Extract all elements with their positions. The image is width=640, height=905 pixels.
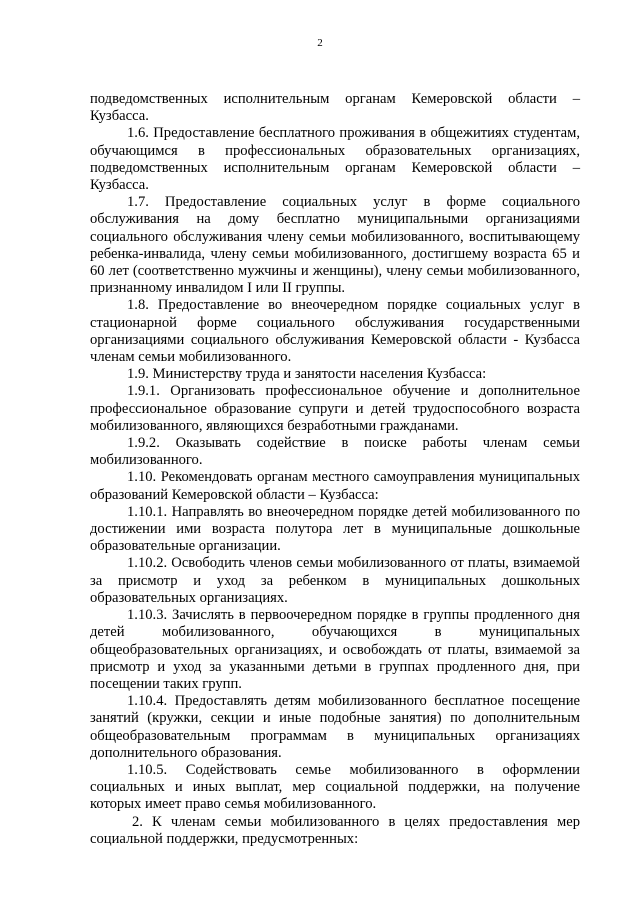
paragraph-1-8: 1.8. Предоставление во внеочередном порядке социальных услуг в стационарной форме социального обслуживания государственными организациями социального обслуживания Кемеровской области - Кузбасса членам семьи мобилизованного. bbox=[90, 297, 580, 366]
paragraph-continuation: подведомственных исполнительным органам Кемеровской области – Кузбасса. bbox=[90, 91, 580, 125]
document-body bbox=[90, 91, 580, 848]
paragraph-1-10-3: 1.10.3. Зачислять в первоочередном порядке в группы продленного дня детей мобилизованного, обучающихся в муниципальных общеобразовательных организациях, и освобождать от платы, взимаемой за присмотр и уход за указанными детьми в группах продленного дня, при посещении таких групп. bbox=[90, 607, 580, 692]
paragraph-1-6: 1.6. Предоставление бесплатного проживания в общежитиях студентам, обучающимся в профессиональных образовательных организациях, подведомственных исполнительным органам Кемеровской области – Кузбасса. bbox=[90, 125, 580, 194]
paragraph-1-9-1: 1.9.1. Организовать профессиональное обучение и дополнительное профессиональное образование супруги и детей трудоспособного возраста мобилизованного, являющихся безработными гражданами. bbox=[90, 383, 580, 434]
paragraph-2: 2. К членам семьи мобилизованного в целях предоставления мер социальной поддержки, предусмотренных: bbox=[90, 813, 580, 847]
paragraph-1-10-2: 1.10.2. Освободить членов семьи мобилизованного от платы, взимаемой за присмотр и уход за ребенком в муниципальных дошкольных образовательных организациях. bbox=[90, 555, 580, 606]
paragraph-1-10-4: 1.10.4. Предоставлять детям мобилизованного бесплатное посещение занятий (кружки, секции и иные подобные занятия) по дополнительным общеобразовательным программам в муниципальных организациях дополнительного образования. bbox=[90, 693, 580, 761]
paragraph-1-10: 1.10. Рекомендовать органам местного самоуправления муниципальных образований Кемеровской области – Кузбасса: bbox=[90, 469, 580, 503]
page-number: 2 bbox=[317, 37, 323, 49]
paragraph-1-10-1: 1.10.1. Направлять во внеочередном порядке детей мобилизованного по достижении ими возраста полутора лет в муниципальные дошкольные образовательные организации. bbox=[90, 503, 580, 555]
paragraph-1-10-5: 1.10.5. Содействовать семье мобилизованного в оформлении социальных и иных выплат, мер социальной поддержки, на получение которых имеет право семья мобилизованного. bbox=[90, 761, 580, 813]
paragraph-1-7: 1.7. Предоставление социальных услуг в форме социального обслуживания на дому бесплатно муниципальными организациями социального обслуживания члену семьи мобилизованного, воспитывающему ребенка-инвалида, члену семьи мобилизованного, достигшему возраста 65 и 60 лет (соответственно мужчины и женщины), члену семьи мобилизованного, признанному инвалидом I или II группы. bbox=[90, 194, 580, 297]
paragraph-1-9-2: 1.9.2. Оказывать содействие в поиске работы членам семьи мобилизованного. bbox=[90, 435, 580, 469]
paragraph-1-9: 1.9. Министерству труда и занятости населения Кузбасса: bbox=[127, 366, 487, 383]
